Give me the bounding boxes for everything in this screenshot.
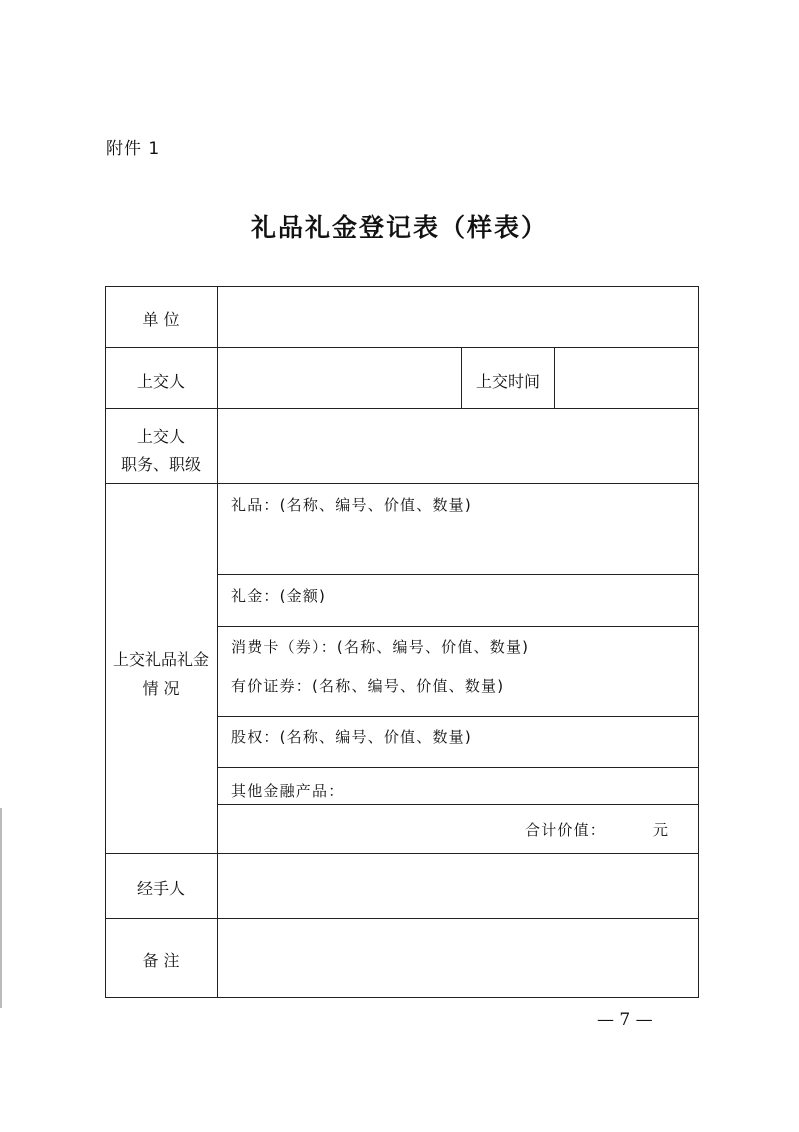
gift-item-label: 礼品：(名称、编号、价值、数量) xyxy=(231,496,472,514)
card-item-label: 消费卡（券）：(名称、编号、价值、数量) xyxy=(231,638,530,656)
securities-item-label: 有价证券：(名称、编号、价值、数量) xyxy=(231,677,505,695)
submit-time-label: 上交时间 xyxy=(475,372,540,391)
cash-field[interactable] xyxy=(218,575,698,626)
registration-form-table xyxy=(105,286,699,998)
submit-time-field[interactable] xyxy=(555,348,698,408)
gift-field[interactable] xyxy=(218,484,698,574)
scan-edge-mark xyxy=(0,808,2,1008)
submitter-label: 上交人 xyxy=(136,372,185,391)
card-securities-field[interactable] xyxy=(218,627,698,716)
remarks-field[interactable] xyxy=(218,919,698,997)
equity-field[interactable] xyxy=(218,717,698,767)
total-value-label: 合计价值： xyxy=(525,821,607,839)
position-field[interactable] xyxy=(218,409,698,483)
attachment-label: 附件 1 xyxy=(106,139,161,159)
form-title: 礼品礼金登记表（样表） xyxy=(250,213,548,242)
handler-label: 经手人 xyxy=(136,879,185,898)
position-label-line1: 上交人 xyxy=(136,427,185,446)
other-financial-field[interactable] xyxy=(218,768,698,804)
other-financial-label: 其他金融产品： xyxy=(231,782,345,800)
situation-label-line2: 情 况 xyxy=(142,679,180,698)
situation-label-line1: 上交礼品礼金 xyxy=(112,650,209,669)
position-label-line2: 职务、职级 xyxy=(120,455,201,474)
cash-item-label: 礼金：(金额) xyxy=(231,587,327,605)
unit-label: 单 位 xyxy=(142,310,180,329)
equity-item-label: 股权：(名称、编号、价值、数量) xyxy=(231,728,472,746)
remarks-label: 备 注 xyxy=(142,951,180,970)
unit-field[interactable] xyxy=(218,287,698,347)
handler-field[interactable] xyxy=(218,854,698,918)
page-number: — 7 — xyxy=(597,1010,653,1030)
submitter-field[interactable] xyxy=(218,348,461,408)
total-value-unit: 元 xyxy=(653,821,670,839)
